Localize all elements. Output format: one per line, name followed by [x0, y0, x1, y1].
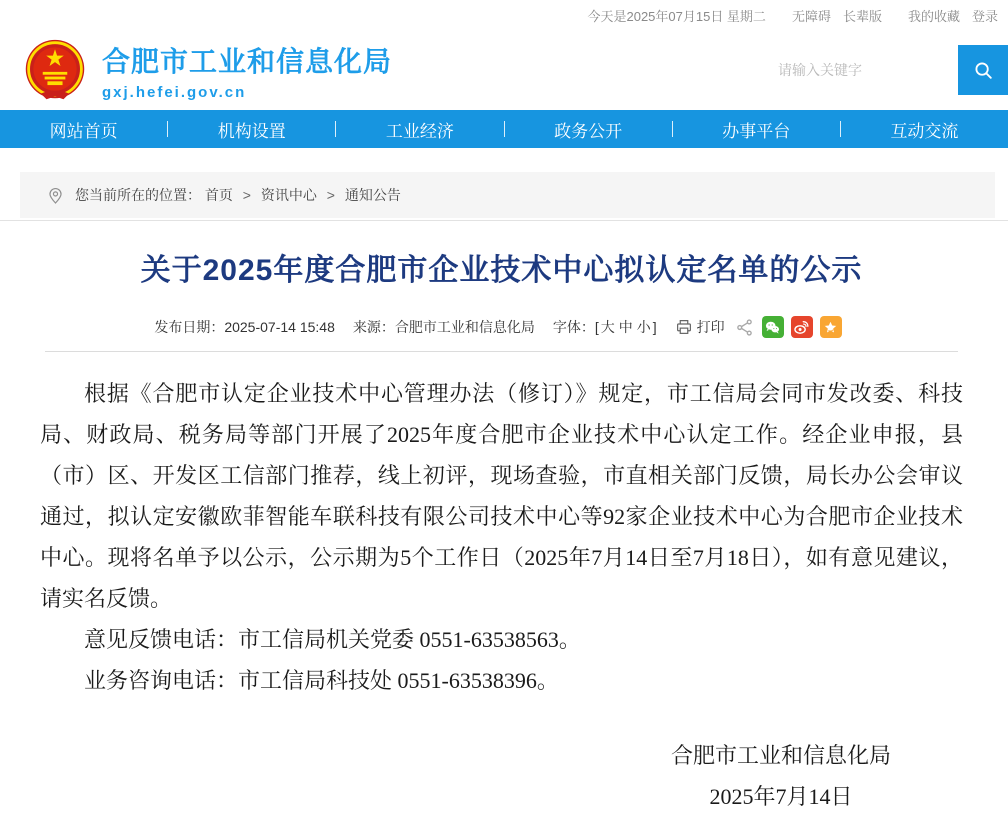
site-name: 合肥市工业和信息化局 — [102, 45, 393, 77]
print-label: 打印 — [696, 319, 725, 335]
search-button[interactable] — [958, 45, 1008, 95]
breadcrumb-separator: > — [242, 187, 251, 203]
signature-block — [671, 735, 891, 817]
content-top-divider — [0, 220, 1008, 221]
national-emblem-icon — [22, 37, 88, 103]
font-size-small-button[interactable]: 小 — [636, 319, 651, 335]
breadcrumb-link-home[interactable]: 首页 — [204, 187, 233, 203]
meta-divider — [45, 351, 958, 352]
share-button[interactable] — [735, 318, 754, 337]
site-title-block — [102, 40, 392, 101]
location-pin-icon — [46, 186, 65, 205]
nav-item-gov-disclosure[interactable]: 政务公开 — [554, 121, 623, 141]
signature-name: 合肥市工业和信息化局 — [670, 743, 891, 768]
nav-item-service-platform[interactable]: 办事平台 — [722, 121, 791, 141]
publish-date-group — [154, 317, 335, 337]
breadcrumb-link-news-center[interactable]: 资讯中心 — [260, 187, 317, 203]
share-weibo-button[interactable] — [791, 316, 813, 338]
search-icon — [972, 59, 994, 81]
article-paragraph-feedback-phone: 意见反馈电话：市工信局机关党委 0551-63538563。 — [84, 627, 581, 652]
article-meta-row — [40, 316, 963, 338]
article-container — [0, 245, 1008, 817]
font-size-bracket: [ — [594, 319, 599, 335]
wechat-icon — [764, 319, 781, 336]
printer-icon — [675, 318, 693, 336]
signature-date: 2025年7月14日 — [709, 784, 853, 809]
article-title: 关于2025年度合肥市企业技术中心拟认定名单的公示 — [140, 254, 863, 287]
publish-date-value: 2025-07-14 15:48 — [224, 319, 335, 335]
article-body — [40, 373, 963, 701]
search-input[interactable] — [768, 46, 958, 94]
nav-item-industry-economy[interactable]: 工业经济 — [385, 121, 454, 141]
login-link[interactable]: 登录 — [971, 8, 998, 24]
print-button[interactable] — [675, 317, 725, 337]
breadcrumb — [75, 185, 401, 205]
nav-item-home[interactable]: 网站首页 — [49, 121, 118, 141]
elder-version-link[interactable]: 长辈版 — [842, 8, 882, 24]
font-size-medium-button[interactable]: 中 — [618, 319, 633, 335]
breadcrumb-prefix: 您当前所在的位置： — [75, 187, 201, 203]
source-group — [353, 317, 535, 337]
share-qzone-star-button[interactable] — [820, 316, 842, 338]
font-size-group — [553, 317, 657, 337]
breadcrumb-link-notices[interactable]: 通知公告 — [344, 187, 401, 203]
nav-item-interaction[interactable]: 互动交流 — [890, 121, 959, 141]
my-favorites-link[interactable]: 我的收藏 — [907, 8, 960, 24]
font-size-bracket: ] — [652, 319, 657, 335]
article-paragraph-consult-phone: 业务咨询电话：市工信局科技处 0551-63538396。 — [84, 668, 559, 693]
source-label: 来源： — [352, 319, 395, 335]
nav-item-organization[interactable]: 机构设置 — [217, 121, 286, 141]
main-nav — [0, 110, 1008, 148]
site-header — [0, 30, 1008, 110]
today-date-text: 今天是2025年07月15日 星期二 — [587, 8, 766, 24]
weibo-icon — [793, 319, 810, 336]
source-value: 合肥市工业和信息化局 — [394, 319, 535, 335]
top-utility-bar — [0, 0, 1008, 30]
breadcrumb-separator: > — [326, 187, 335, 203]
site-url: gxj.hefei.gov.cn — [102, 83, 247, 101]
font-size-label: 字体： — [552, 319, 595, 335]
share-wechat-button[interactable] — [762, 316, 784, 338]
breadcrumb-bar — [20, 172, 995, 218]
publish-date-label: 发布日期： — [154, 319, 225, 335]
national-emblem-logo[interactable] — [22, 37, 88, 103]
article-paragraph-main: 根据《合肥市认定企业技术中心管理办法（修订）》规定，市工信局会同市发改委、科技局、财政局、税务局等部门开展了2025年度合肥市企业技术中心认定工作。经企业申报，县（市）区、开发区工信部门推荐，线上初评，现场查验，市直相关部门反馈，局长办公会审议通过，拟认定安徽欧菲智能车联科技有限公司技术中心等92家企业技术中心为合肥市企业技术中心。现将名单予以公示，公示期为5个工作日（2025年7月14日至7月18日），如有意见建议，请实名反馈。 — [40, 381, 963, 611]
qzone-star-icon — [822, 319, 839, 336]
font-size-large-button[interactable]: 大 — [600, 319, 615, 335]
accessibility-link[interactable]: 无障碍 — [791, 8, 831, 24]
share-nodes-icon — [735, 318, 754, 337]
